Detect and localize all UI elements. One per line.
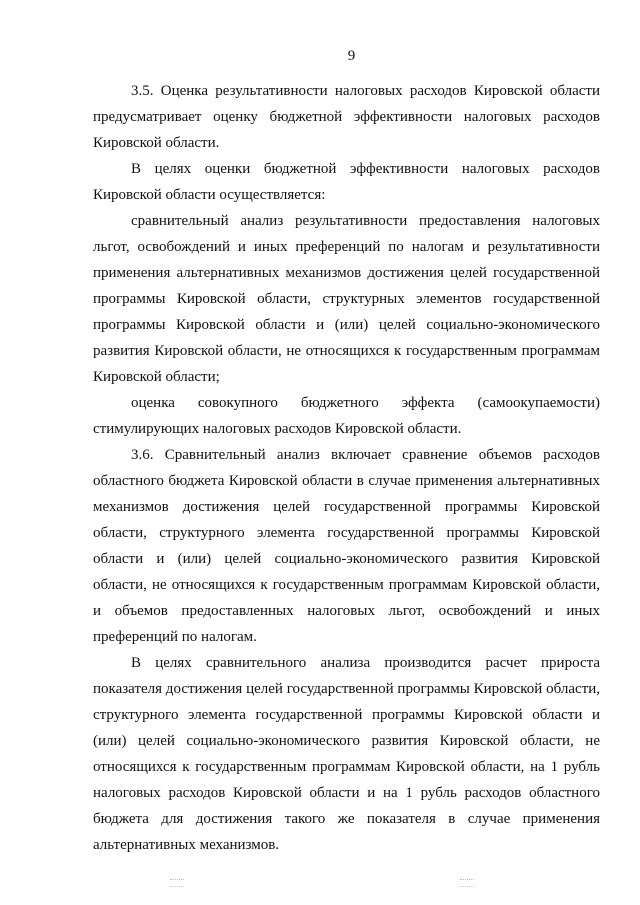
paragraph-growth-calculation: В целях сравнительного анализа производится расчет прироста показателя достижения целей государственной программы Кировской области, структурного элемента государственной программы Кировской области и (или) целей социально-экономического развития Кировской области, не относящихся к государственным программам Кировской области, на 1 рубль налоговых расходов Кировской области и на 1 рубль расходов областного бюджета для достижения такого же показателя в случае применения альтернативных механизмов.	[93, 655, 600, 853]
paragraph-total-effect-item: оценка совокупного бюджетного эффекта (самоокупаемости) стимулирующих налоговых расходов Кировской области.	[93, 395, 600, 437]
page-number: 9	[347, 48, 356, 64]
paragraph-budget-efficiency-intro: В целях оценки бюджетной эффективности налоговых расходов Кировской области осуществляется:	[93, 161, 600, 203]
paragraph-3-5: 3.5. Оценка результативности налоговых расходов Кировской области предусматривает оценку бюджетной эффективности налоговых расходов Кировской области.	[93, 83, 600, 151]
scan-artifact-mark	[170, 879, 184, 887]
paragraph-comparative-analysis-item: сравнительный анализ результативности предоставления налоговых льгот, освобождений и иных преференций по налогам и результативности применения альтернативных механизмов достижения целей государственной программы Кировской области, структурных элементов государственной программы Кировской области и (или) целей социально-экономического развития Кировской области, не относящихся к государственным программам Кировской области;	[93, 213, 600, 385]
scan-artifact-mark	[460, 879, 474, 887]
paragraph-3-6: 3.6. Сравнительный анализ включает сравнение объемов расходов областного бюджета Кировской области в случае применения альтернативных механизмов достижения целей государственной программы Кировской области, структурного элемента государственной программы Кировской области и (или) целей социально-экономического развития Кировской области, не относящихся к государственным программам Кировской области, и объемов предоставленных налоговых льгот, освобождений и иных преференций по налогам.	[93, 447, 600, 645]
